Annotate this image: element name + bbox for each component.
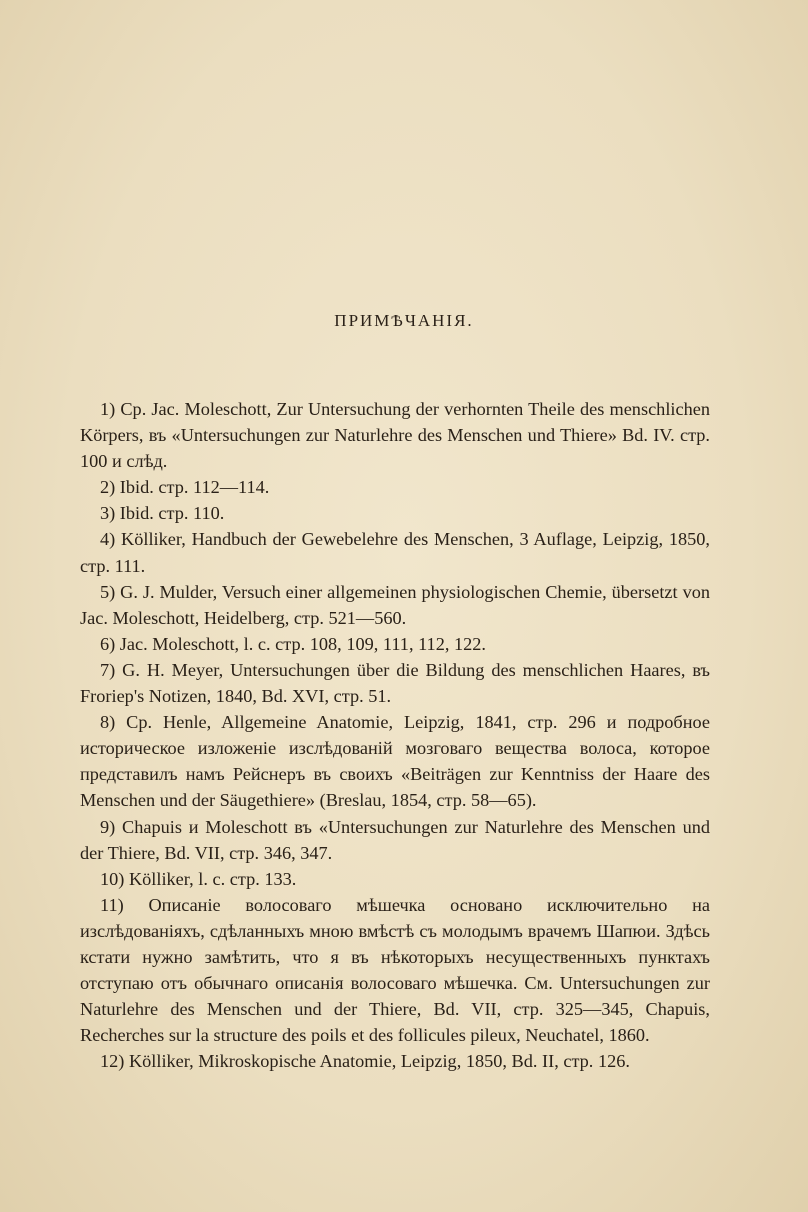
note-10: 10) Kölliker, l. c. стр. 133.: [100, 868, 297, 889]
note-11: 11) Описаніе волосоваго мѣшечка основано исключительно на изслѣдованіяхъ, сдѣланныхъ мною вмѣстѣ съ молодымъ врачемъ Шапюи. Здѣсь кстати нужно замѣтить, что я въ нѣкоторыхъ несущественныхъ пунктахъ отступаю отъ обычнаго описанія волосоваго мѣшечка. См. Untersuchungen zur Naturlehre des Menschen und der Thiere, Bd. VII, стр. 325—345, Chapuis, Recherches sur la structure des poils et des follicules pileux, Neuchatel, 1860.: [80, 894, 710, 1046]
note-2: 2) Ibid. стр. 112—114.: [100, 477, 270, 498]
note-4: 4) Kölliker, Handbuch der Gewebelehre des Menschen, 3 Auflage, Leipzig, 1850, стр. 111.: [80, 529, 710, 576]
note-7: 7) G. H. Meyer, Untersuchungen über die Bildung des menschlichen Haares, въ Froriep's Notizen, 1840, Bd. XVI, стр. 51.: [80, 659, 710, 707]
note-12: 12) Kölliker, Mikroskopische Anatomie, Leipzig, 1850, Bd. II, стр. 126.: [100, 1051, 630, 1072]
note-6: 6) Jac. Moleschott, l. c. стр. 108, 109, 111, 112, 122.: [100, 633, 486, 654]
note-5: 5) G. J. Mulder, Versuch einer allgemeinen physiologischen Chemie, übersetzt von Jac. Moleschott, Heidelberg, стр. 521—560.: [80, 581, 710, 628]
note-8: 8) Ср. Henle, Allgemeine Anatomie, Leipzig, 1841, стр. 296 и подробное историческое изложеніе изслѣдованій мозговаго вещества волоса, которое представилъ намъ Рейснеръ въ своихъ «Beiträgen zur Kenntniss der Haare des Menschen und der Säugethiere» (Breslau, 1854, стр. 58—65).: [80, 712, 710, 811]
notes-list: [80, 396, 710, 1074]
page-title: ПРИМѢЧАНІЯ.: [334, 311, 474, 330]
note-1: 1) Ср. Jac. Moleschott, Zur Untersuchung der verhornten Theile des menschlichen Körpers, въ «Untersuchungen zur Naturlehre des Menschen und Thiere» Bd. IV. стр. 100 и слѣд.: [80, 399, 710, 472]
note-3: 3) Ibid. стр. 110.: [100, 503, 225, 524]
note-9: 9) Chapuis и Moleschott въ «Untersuchungen zur Naturlehre des Menschen und der Thiere, Bd. VII, стр. 346, 347.: [80, 816, 710, 863]
